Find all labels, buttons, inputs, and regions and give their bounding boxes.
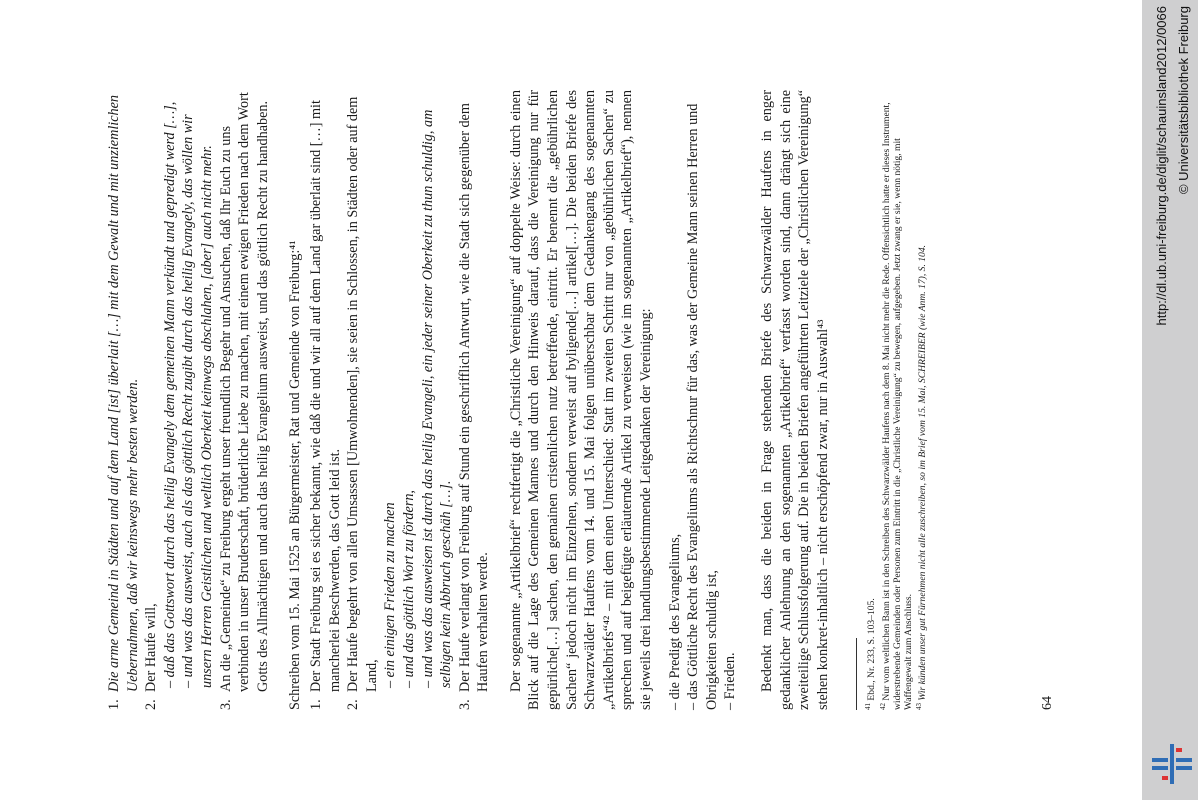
- footnote-text: Wir künden unser gut Fürnehmen nicht alle zuschreiben, so im Brief vom 15. Mai, SCHREIBER (wie Anm. 17), S. 104.: [916, 244, 928, 701]
- item-number: 2.: [345, 699, 362, 710]
- guideline-item: – das Göttliche Recht des Evangeliums als Richtschnur für das, was der Gemeine Mann seinen Herren und Obrigkeiten schuldig ist,: [685, 103, 720, 710]
- item-number: 1.: [307, 699, 324, 710]
- guideline-item: – Frieden.: [722, 652, 739, 710]
- footnote-text: Ebd., Nr. 233, S. 103–105.: [866, 598, 878, 701]
- demands-list-1: [105, 90, 272, 710]
- footnote-number: 43: [914, 703, 923, 710]
- demands-list-2: [307, 90, 493, 710]
- guideline-item: – die Predigt des Evangeliums,: [666, 533, 683, 710]
- list-item: [105, 90, 142, 710]
- sub-item: – ein einigen Frieden zu machen: [382, 502, 399, 688]
- rotated-page: [0, 20, 1120, 780]
- item-text: Der Stadt Freiburg sei es sicher bekannt, wie daß die und wir all auf dem Land gar überlait sind […] mit mancherlei Beschwerden, das Gott leid ist.: [307, 100, 343, 692]
- letter-intro: Schreiben vom 15. Mai 1525 an Bürgermeister, Rat und Gemeinde von Freiburg:⁴¹: [287, 240, 304, 710]
- footnote-number: 42: [878, 703, 887, 710]
- item-text: Der Haufe begehrt von allen Umsassen [Umwohnenden], sie seien in Schlossen, in Städten oder auf dem Land,: [345, 96, 380, 692]
- copyright-notice: © Universitätsbibliothek Freiburg: [1176, 6, 1191, 195]
- item-number: 1.: [106, 699, 122, 710]
- page-number: 64: [1040, 696, 1055, 710]
- footnote: [914, 90, 928, 710]
- sub-item: – und was das ausweist, auch als das göttlich Recht zugibt durch das heilig Evangely, das wöllen wir unsern Herren Geistlichen und weltlich Oberkeit keinwegs abschlahen, [aber] auch nicht mehr.: [180, 114, 215, 688]
- footnote: [863, 90, 877, 710]
- list-item: [307, 90, 344, 710]
- source-url-link[interactable]: http://dl.ub.uni-freiburg.de/diglit/schauinsland2012/0066: [1154, 6, 1169, 326]
- sub-item: – daß das Gottswort durch das heilig Evangely dem gemeinen Mann verkündt und gepredigt werd […],: [161, 101, 178, 688]
- list-item: [456, 90, 493, 710]
- body-paragraph: Bedenkt man, dass die beiden in Frage stehenden Briefe des Schwarzwälder Haufens in enger gedanklicher Anlehnung an den sogenannten „Artikelbrief“ verfasst worden sind, dann drängt sich eine zweiteilige Schlussfolgerung auf. Die in beiden Briefen angeführten Leitziele der „Christlichen Vereinigung“ stehen konkret-inhaltlich – nicht erschöpfend zwar, nur in Auswahl⁴³: [759, 90, 831, 710]
- body-paragraph: Der sogenannte „Artikelbrief“ rechtfertigt die „Christliche Vereinigung“ auf doppelte Weise: durch einen Blick auf die Lage des Gemeinen Mannes und durch den Hinweis darauf, dass die Vereinigung nur für gepürliche[…] sachen, den gemainen cristenlichen nutz betreffende, eintritt. Er benennt die „gebührlichen Sachen“ jedoch nicht im Einzelnen, sondern verweist auf byligende[…] artikel[…]. Die beiden Briefe des Schwarzwälder Haufens vom 14. und 15. Mai folgen unüberschbar dem Gedankengang des sogenannten „Artikelbriefs“⁴² – mit dem einen Unterschied: Statt im zweiten Schritt nur von „gebührlichen Sachen“ zu sprechen und auf beigefügte erläuternde Artikel zu verweisen (wie im sogenannten „Artikelbrief“), nennen sie jeweils drei handlungsbestimmende Leitgedanken der Vereinigung:: [507, 90, 655, 710]
- list-item: [142, 90, 161, 710]
- footnote-number: 41: [864, 703, 873, 710]
- item-text: Der Haufe verlangt von Freiburg auf Stund ein geschrifflich Antwurt, wie die Stadt sich gegenüber dem Haufen verhalten werde.: [456, 103, 492, 692]
- item-text: Der Haufe will,: [143, 603, 160, 692]
- page-body: [105, 90, 928, 710]
- sub-item: – und was das ausweisen ist durch das heilig Evangeli, ein jeder seiner Oberkeit zu thun schuldig, am selbigen kein Abbruch geschäh […].: [419, 109, 455, 688]
- sub-item: – und das göttlich Wort zu fördern,: [400, 490, 417, 688]
- library-logo-icon: [1150, 742, 1194, 786]
- footnote: [878, 90, 914, 710]
- list-item: [344, 90, 381, 710]
- item-text: An die „Gemeinde“ zu Freiburg ergeht unser freundlich Begehr und Ansuchen, daß Ihr Euch zu uns verbinden in unser Bruderschaft, brüderliche Liebe zu machen, mit einem ewigen Frieden nach dem Wort Gotts des Allmächtigen und auch das heilig Evangelium ausweist, und das göttlich Recht zu handhaben.: [217, 92, 271, 692]
- item-number: 2.: [143, 699, 160, 710]
- footnote-text: Nur vom weltlichen Bann ist in den Schreiben des Schwarzwälder Haufens nach dem 8. Mai nicht mehr die Rede. Offensichtlich hatte er dieses Instrument, widerstrebende Gemeinden oder Personen zum Eintritt in die „Christliche Vereinigung“ zu bewegen, aufgegeben. Jetzt zwang er sie, wenn nötig, mit Waffengewalt zum Anschluss.: [880, 102, 914, 710]
- item-text: Die arme Gemeind in Städten und auf dem Land [ist] überlait […] mit dem Gewalt und mit unziemlichen Uebernahmen, daß wir keinswegs mehr besten werden.: [106, 94, 141, 692]
- list-item: [217, 90, 273, 710]
- item-number: 3.: [217, 699, 234, 710]
- footnote-divider: [856, 638, 857, 710]
- item-number: 3.: [456, 699, 473, 710]
